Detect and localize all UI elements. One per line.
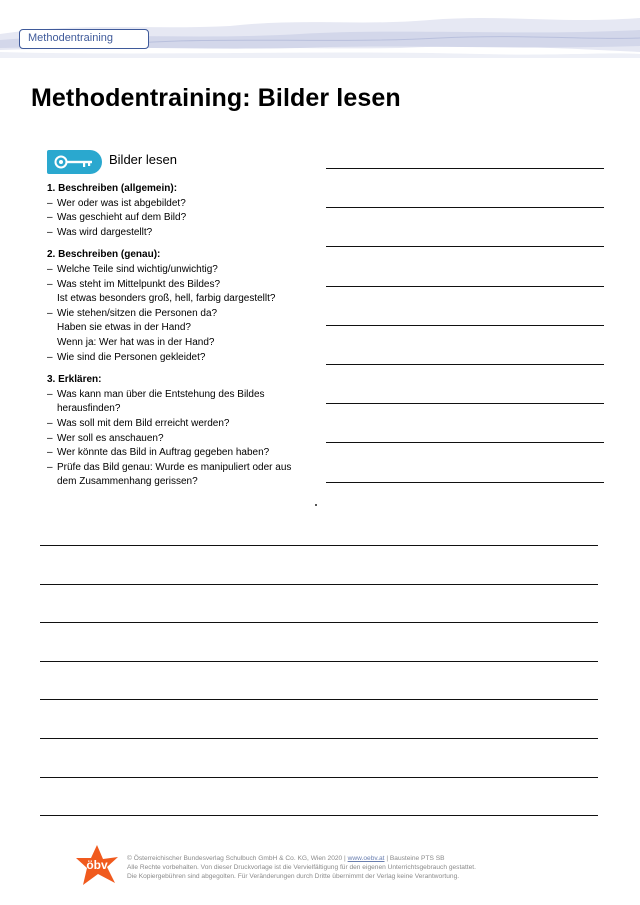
question-line: Wer könnte das Bild in Auftrag gegeben haben?	[57, 447, 270, 459]
question-item	[47, 388, 317, 417]
footer-copyright	[127, 854, 547, 881]
writing-line	[40, 815, 598, 816]
question-item	[47, 278, 317, 307]
question-text	[57, 351, 205, 366]
header-tag: Methodentraining	[19, 29, 149, 49]
question-group	[47, 248, 317, 365]
question-text	[57, 432, 164, 447]
key-badge	[47, 150, 102, 174]
writing-lines-bottom	[40, 545, 598, 854]
writing-lines-right	[326, 168, 604, 521]
question-text	[57, 307, 217, 351]
footer-line-2: Alle Rechte vorbehalten. Von dieser Druckvorlage ist die Vervielfältigung für den eigenen Unterrichtsgebrauch gestattet.	[127, 864, 476, 871]
writing-line	[326, 442, 604, 443]
publisher-link[interactable]: www.oebv.at	[347, 855, 385, 862]
question-line: Was kann man über die Entstehung des Bildes	[57, 388, 265, 400]
method-card	[47, 146, 317, 490]
method-card-header	[47, 146, 317, 178]
writing-line	[40, 584, 598, 585]
question-group	[47, 373, 317, 490]
page-title: Methodentraining: Bilder lesen	[31, 84, 401, 112]
question-line: Welche Teile sind wichtig/unwichtig?	[57, 263, 218, 275]
question-line: Was geschieht auf dem Bild?	[57, 212, 187, 224]
question-line: herausfinden?	[57, 403, 121, 415]
question-item	[47, 226, 317, 241]
question-group-title: 3. Erklären:	[47, 374, 102, 386]
writing-line	[326, 207, 604, 208]
question-line: Wer soll es anschauen?	[57, 432, 164, 444]
list-dash: –	[47, 388, 53, 400]
list-dash: –	[47, 447, 53, 459]
question-item	[47, 417, 317, 432]
question-groups	[47, 182, 317, 490]
question-item	[47, 432, 317, 447]
question-line: Ist etwas besonders groß, hell, farbig dargestellt?	[57, 293, 276, 305]
question-line: Wie stehen/sitzen die Personen da?	[57, 307, 218, 319]
list-dash: –	[47, 461, 53, 473]
list-dash: –	[47, 307, 53, 319]
question-item	[47, 446, 317, 461]
list-dash: –	[47, 432, 53, 444]
list-dash: –	[47, 351, 53, 363]
question-item	[47, 263, 317, 278]
question-text	[57, 226, 152, 241]
question-text	[57, 461, 291, 490]
question-text	[57, 278, 275, 307]
question-line: dem Zusammenhang gerissen?	[57, 476, 198, 488]
question-line: Was steht im Mittelpunkt des Bildes?	[57, 278, 221, 290]
question-group-title: 2. Beschreiben (genau):	[47, 249, 161, 261]
question-item	[47, 461, 317, 490]
writing-line	[40, 738, 598, 739]
question-line: Wie sind die Personen gekleidet?	[57, 351, 206, 363]
footer-line-3: Die Kopiergebühren sind abgegolten. Für Veränderungen durch Dritte übernimmt der Verlag keine Verantwortung.	[127, 873, 460, 880]
list-dash: –	[47, 226, 53, 238]
question-line: Prüfe das Bild genau: Wurde es manipuliert oder aus	[57, 461, 292, 473]
question-item	[47, 211, 317, 226]
list-dash: –	[47, 212, 53, 224]
question-text	[57, 211, 186, 226]
writing-line	[40, 661, 598, 662]
question-text	[57, 446, 269, 461]
question-item	[47, 197, 317, 212]
list-dash: –	[47, 278, 53, 290]
writing-line	[326, 246, 604, 247]
writing-line	[326, 286, 604, 287]
writing-line	[326, 325, 604, 326]
writing-line	[40, 777, 598, 778]
question-group	[47, 182, 317, 240]
writing-line	[40, 622, 598, 623]
question-line: Was soll mit dem Bild erreicht werden?	[57, 417, 230, 429]
question-line: Haben sie etwas in der Hand?	[57, 322, 191, 334]
question-group-title: 1. Beschreiben (allgemein):	[47, 183, 178, 194]
list-dash: –	[47, 197, 53, 209]
question-text	[57, 197, 186, 212]
writing-line	[326, 168, 604, 169]
question-line: Wenn ja: Wer hat was in der Hand?	[57, 336, 215, 348]
list-dash: –	[47, 263, 53, 275]
oebv-logo	[74, 843, 120, 887]
writing-line	[40, 545, 598, 546]
question-item	[47, 307, 317, 351]
method-card-title: Bilder lesen	[109, 151, 177, 167]
key-icon	[53, 154, 97, 170]
writing-line	[326, 364, 604, 365]
writing-line	[326, 403, 604, 404]
footer-line-1: © Österreichischer Bundesverlag Schulbuch GmbH & Co. KG, Wien 2020 | www.oebv.at | Bausteine PTS SB	[127, 855, 445, 862]
stray-dot	[315, 504, 317, 506]
question-item	[47, 351, 317, 366]
question-line: Was wird dargestellt?	[57, 226, 153, 238]
writing-line	[40, 699, 598, 700]
question-line: Wer oder was ist abgebildet?	[57, 197, 186, 209]
list-dash: –	[47, 417, 53, 429]
question-text	[57, 388, 265, 417]
svg-text:öbv: öbv	[86, 858, 108, 872]
question-text	[57, 417, 229, 432]
question-text	[57, 263, 218, 278]
writing-line	[326, 482, 604, 483]
